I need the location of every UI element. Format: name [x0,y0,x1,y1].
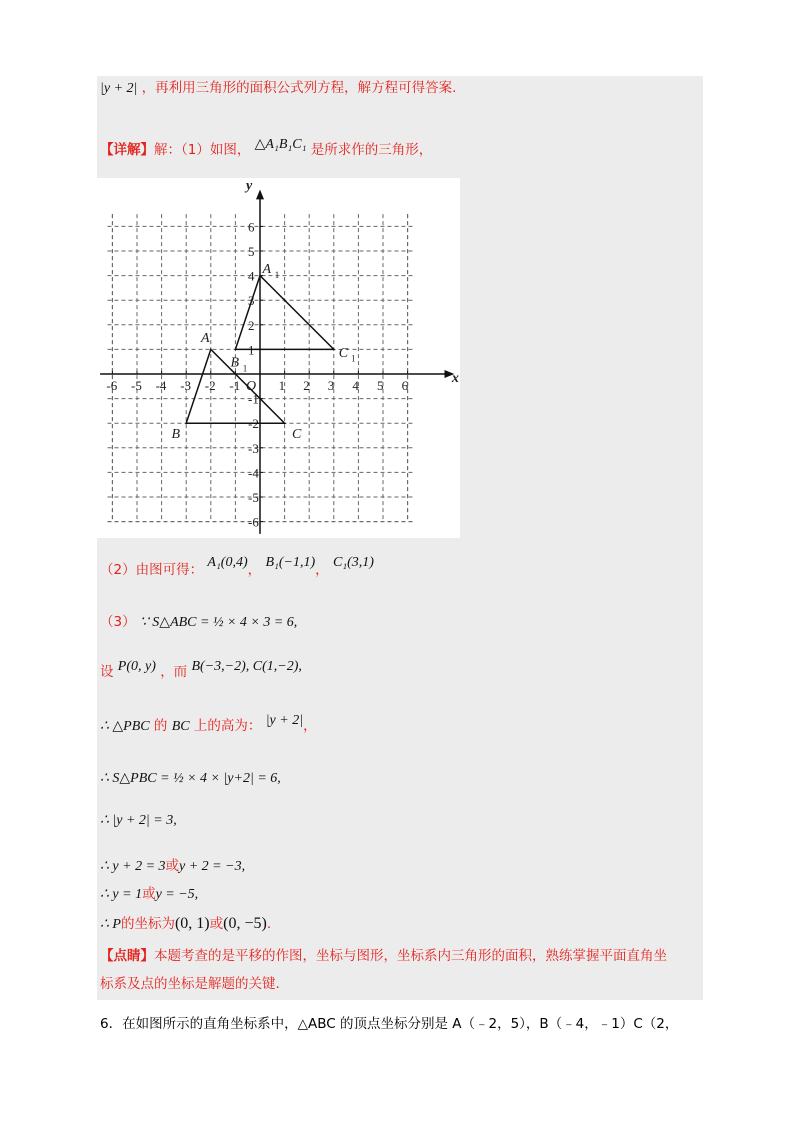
x-tick-label: -3 [180,378,192,393]
label-b: B [171,426,181,442]
label-a1: A [262,262,272,278]
x-tick-label: 2 [303,378,310,393]
abs-equation: ∴ |y + 2| = 3, [100,813,177,828]
set-she: 设 [100,664,114,680]
x-tick-label: -6 [106,378,118,393]
comment-text-1: 本题考查的是平移的作图，坐标与图形，坐标系内三角形的面积，熟练掌握平面直角坐 [154,948,667,964]
sep-2: ， [315,562,329,578]
coord-pre: ∴ P [100,917,121,932]
y-tick-label: 1 [248,342,255,358]
y-tick-label: -4 [248,465,259,481]
detail-tag: 【详解】 [100,142,154,158]
coord-b: (0, −5) [223,915,267,932]
comment-line-1 [100,946,667,966]
point-a1: A₁(0,4) [207,555,248,570]
y-tick-label: 2 [248,317,255,333]
area-pbc-expression: ∴ S△PBC = ½ × 4 × |y+2| = 6, [100,771,281,786]
x-tick-label: 6 [401,378,409,393]
points-bc: B(−3,−2), C(1,−2), [191,659,302,674]
abs-line [100,810,177,831]
height-de: 的 [153,718,168,734]
case1-a: ∴ y + 2 = 3 [100,859,166,874]
y-axis-arrow [256,190,264,200]
x-tick-label: 3 [327,378,335,393]
coordinate-graph [97,178,460,538]
sep-1: ， [247,562,262,578]
x-tick-label: -1 [229,378,241,393]
intro-line [100,78,456,99]
origin-label: O [246,379,257,394]
case1-or: 或 [165,858,180,874]
detail-prefix: 解：（1）如图， [154,142,251,158]
y-tick-label: 6 [248,219,255,235]
label-c: C [291,426,302,442]
label-b1-subscript: 1 [242,363,248,374]
comment-line-2 [100,974,280,994]
x-tick-label: 1 [278,378,286,393]
set-line [100,659,302,683]
set-er: ，而 [160,664,188,680]
y-tick-label: -2 [248,416,259,432]
case2-b: y = −5, [155,887,199,902]
x-tick-label: -2 [204,378,216,393]
x-tick-label: -4 [155,378,167,393]
y-tick-label: 3 [248,293,255,309]
segment-bc: BC [171,719,190,734]
label-a1-subscript: 1 [274,270,280,281]
case1-b: y + 2 = −3, [179,859,246,874]
height-value: |y + 2| [265,713,304,728]
cases1-line [100,856,245,877]
y-axis-label: y [246,178,253,194]
comment-text-2: 标系及点的坐标是解题的关键. [100,976,280,992]
cases2-line [100,884,198,905]
coord-end: . [266,916,272,932]
y-tick-label: -1 [248,391,259,407]
graph-svg [97,178,460,538]
x-tick-label: 4 [352,378,359,393]
area-pbc-line [100,768,281,789]
part2-line [100,555,374,581]
case2-or: 或 [142,886,156,902]
coord-line [100,914,271,935]
detail-line [100,137,433,161]
x-axis-label: x [451,371,459,386]
detail-suffix: 是所求作的三角形， [310,142,433,158]
height-end: ， [303,718,317,734]
point-b1: B₁(−1,1) [265,555,316,570]
x-tick-label: 5 [377,378,384,393]
point-p: P(0, y) [117,659,156,674]
label-a: A [200,331,210,347]
coord-a: (0, 1) [174,915,210,932]
y-tick-label: -5 [248,490,259,505]
area-abc-expression: ∵ S△ABC = ½ × 4 × 3 = 6, [139,615,298,630]
intro-text: ，再利用三角形的面积公式列方程，解方程可得答案. [141,80,457,96]
y-tick-label: 4 [248,268,255,284]
height-line [100,713,317,737]
y-tick-label: -3 [248,440,259,456]
triangle-pbc: ∴ △PBC [100,719,150,734]
label-b1: B [230,355,240,371]
y-tick-label: 5 [248,244,255,259]
question-6: 6．在如图所示的直角坐标系中，△ABC 的顶点坐标分别是 A（﹣2，5），B（﹣4，﹣1）C（2， [100,1016,679,1032]
coord-text: 的坐标为 [120,916,175,932]
height-shang: 上的高为： [193,718,262,734]
point-c1: C₁(3,1) [332,555,374,570]
abs-expression: |y + 2| [100,81,138,96]
label-c1: C [338,345,349,361]
y-tick-label: -6 [248,514,259,530]
part3-label: （3） [100,614,136,630]
case2-a: ∴ y = 1 [100,887,143,902]
label-c1-subscript: 1 [351,353,356,364]
part2-label: （2）由图可得： [100,562,204,578]
comment-tag: 【点睛】 [100,948,154,964]
part3-line [100,612,297,633]
triangle-a1b1c1: △A₁B₁C₁ [254,137,307,152]
x-tick-label: -5 [131,378,142,393]
coord-or: 或 [209,916,224,932]
